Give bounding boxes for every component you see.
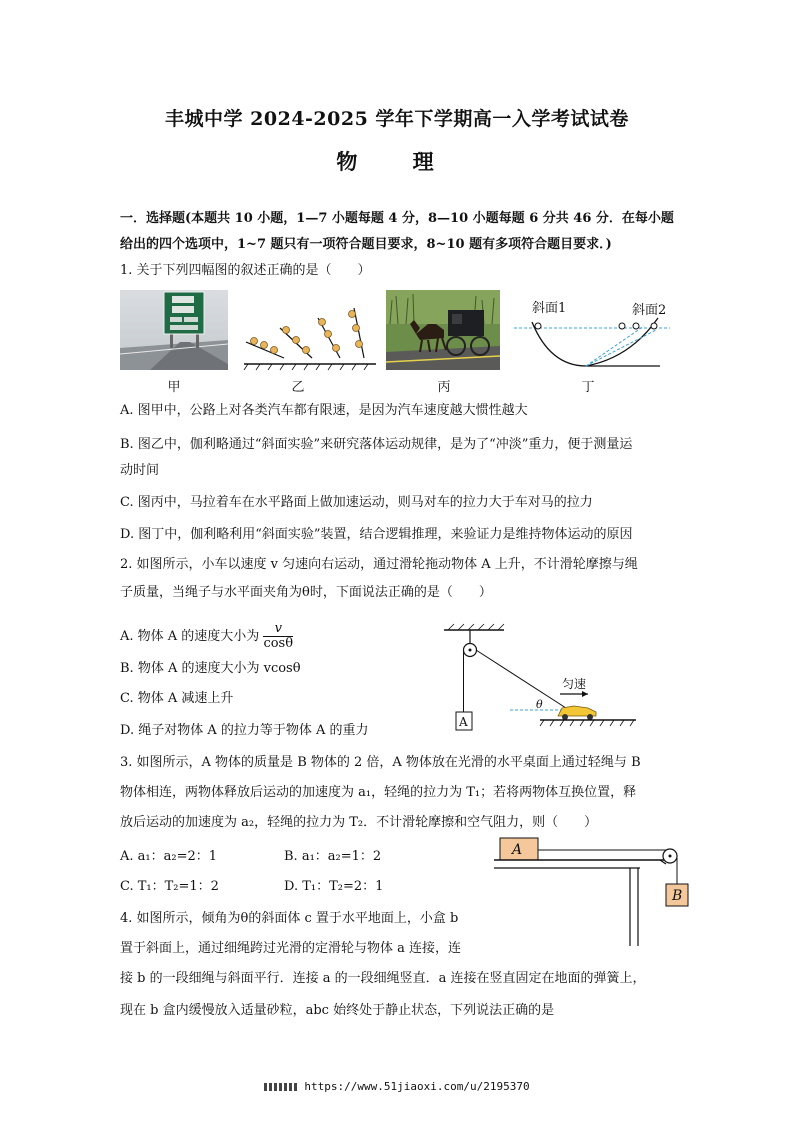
q2-option-d: D. 绳子对物体 A 的拉力等于物体 A 的重力 [120, 723, 369, 738]
q3-figure-table-pulley [490, 836, 690, 948]
q2-stem-line2: 子质量，当绳子与水平面夹角为θ时，下面说法正确的是（ ） [120, 585, 492, 600]
q1-stem: 1. 关于下列四幅图的叙述正确的是（ ） [120, 263, 371, 278]
section-heading-line2: 给出的四个选项中，1~7 题只有一项符合题目要求，8~10 题有多项符合题目要求．) [120, 237, 612, 252]
q1-option-a: A. 图甲中，公路上对各类汽车都有限速，是因为汽车速度越大惯性越大 [120, 403, 528, 418]
figure-ding-double-incline [510, 292, 680, 374]
q1-option-b-line1: B. 图乙中，伽利略通过“斜面实验”来研究落体运动规律，是为了“冲淡”重力，便于测量运 [120, 437, 633, 452]
q2-stem-line1: 2. 如图所示，小车以速度 v 匀速向右运动，通过滑轮拖动物体 A 上升，不计滑轮摩擦与绳 [120, 557, 638, 572]
site-logo-icon [264, 1083, 298, 1091]
caption-ding: 丁 [581, 380, 595, 395]
q3-stem-line3: 放后运动的加速度为 a₂，轻绳的拉力为 T₂．不计滑轮摩擦和空气阻力，则（ ） [120, 815, 598, 830]
slope-label-2: 斜面2 [632, 303, 667, 318]
fraction-numerator: v [263, 622, 293, 637]
q4-stem-line2: 置于斜面上，通过细绳跨过光滑的定滑轮与物体 a 连接，连 [120, 941, 462, 956]
q2-figure-pulley-car [440, 622, 640, 734]
q4-stem-line1: 4. 如图所示，倾角为θ的斜面体 c 置于水平地面上，小盒 b [120, 911, 459, 926]
footer-watermark [0, 1080, 794, 1093]
caption-jia: 甲 [167, 380, 181, 395]
q1-option-b-line2: 动时间 [120, 463, 160, 478]
q3-block-b-label: B [672, 888, 683, 904]
exam-title: 丰城中学 2024-2025 学年下学期高一入学考试试卷 [165, 108, 629, 130]
q3-option-d: D. T₁：T₂=2：1 [284, 879, 384, 894]
q4-stem-line3: 接 b 的一段细绳与斜面平行．连接 a 的一段细绳竖直．a 连接在竖直固定在地面的弹簧上， [120, 971, 646, 986]
q3-stem-line2: 物体相连，两物体释放后运动的加速度为 a₁，轻绳的拉力为 T₁；若将两物体互换位置，释 [120, 785, 637, 800]
q3-option-a: A. a₁：a₂=2：1 [120, 849, 218, 864]
q2-option-b: B. 物体 A 的速度大小为 vcosθ [120, 661, 301, 676]
caption-yi: 乙 [291, 380, 305, 395]
slope-label-1: 斜面1 [532, 301, 567, 316]
q2-angle-label: θ [536, 698, 543, 711]
q3-option-c: C. T₁：T₂=1：2 [120, 879, 219, 894]
q1-option-c: C. 图丙中，马拉着车在水平路面上做加速运动，则马对车的拉力大于车对马的拉力 [120, 495, 593, 510]
q3-block-a-label: A [512, 842, 523, 858]
fraction-denominator: cosθ [263, 636, 294, 651]
section-heading-line1: 一．选择题(本题共 10 小题，1—7 小题每题 4 分，8—10 小题每题 6 分共 46 分．在每小题 [120, 211, 674, 226]
q4-stem-line4: 现在 b 盒内缓慢放入适量砂粒，abc 始终处于静止状态，下列说法正确的是 [120, 1003, 555, 1018]
caption-bing: 丙 [437, 380, 451, 395]
figure-yi-inclines [240, 300, 380, 372]
q2-motion-label: 匀速 [562, 677, 587, 691]
q3-option-b: B. a₁：a₂=1：2 [284, 849, 382, 864]
figure-jia-road-sign [120, 290, 228, 370]
figure-bing-horse-cart [386, 290, 500, 370]
q2-block-label: A [459, 715, 468, 729]
q3-stem-line1: 3. 如图所示，A 物体的质量是 B 物体的 2 倍，A 物体放在光滑的水平桌面上通过轻绳与 B [120, 755, 641, 770]
q2-option-a-fraction [263, 622, 293, 651]
q2-option-c: C. 物体 A 减速上升 [120, 691, 234, 706]
q1-option-d: D. 图丁中，伽利略利用“斜面实验”装置，结合逻辑推理，来验证力是维持物体运动的原因 [120, 527, 633, 542]
subject-title: 物 理 [336, 149, 458, 174]
q2-option-a [120, 622, 293, 651]
q2-option-a-prefix: A. 物体 A 的速度大小为 [120, 629, 260, 644]
footer-url: https://www.51jiaoxi.com/u/2195370 [304, 1080, 530, 1093]
